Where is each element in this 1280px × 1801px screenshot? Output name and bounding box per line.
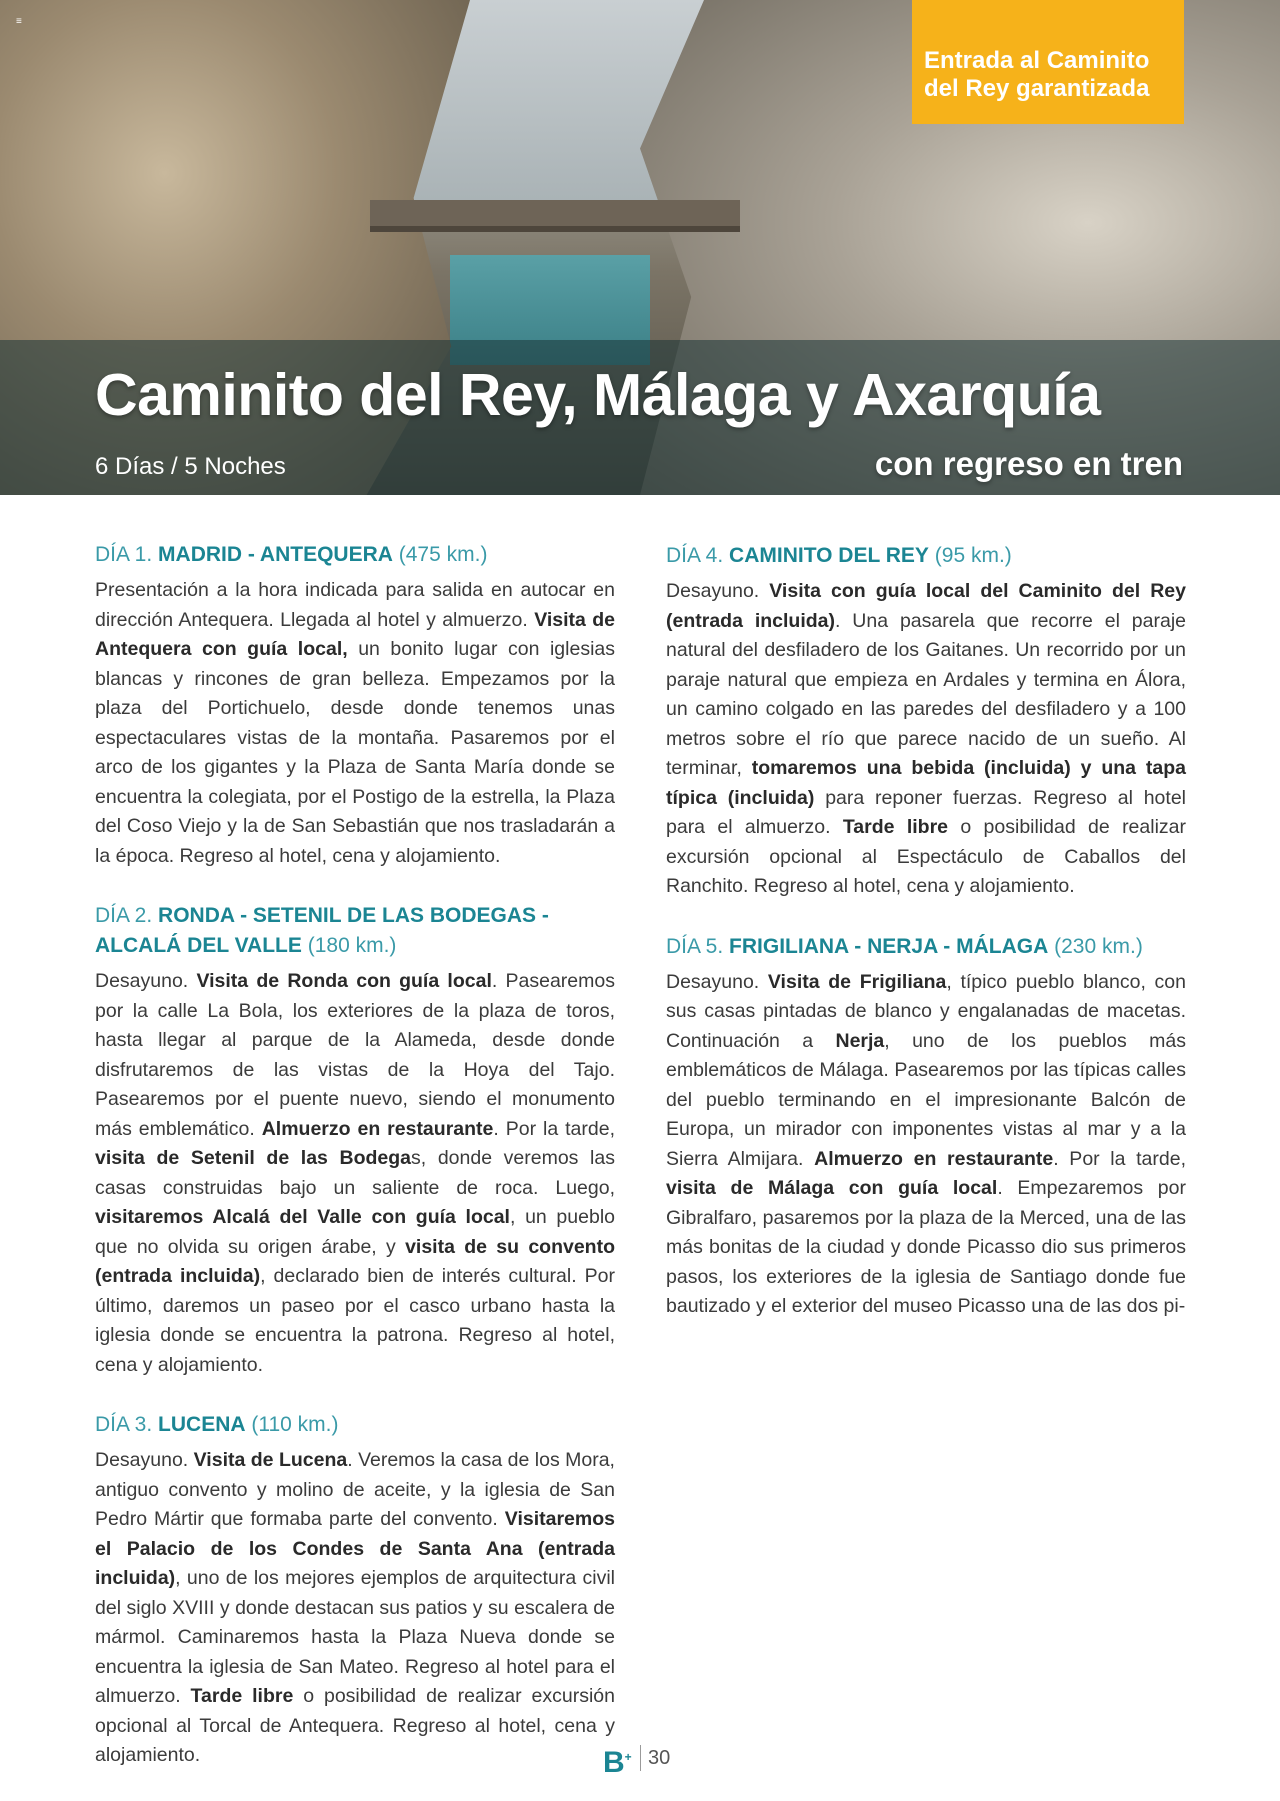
highlight-text: Visita con guía local del Caminito del Rey (entrada incluida) xyxy=(666,580,1186,632)
badge-text: Entrada al Caminito del Rey garantizada xyxy=(924,47,1150,102)
body-text: Desayuno. xyxy=(95,970,197,992)
body-text: . Una pasarela que recorre el paraje natural del desfiladero de los Gaitanes. Un recorrido por un paraje natural que empieza en Ardales y termina en Álora, un camino colgado en las paredes del desfiladero y a 100 metros sobre el río que parece nacido de un sueño. Al terminar, xyxy=(666,609,1186,779)
day-distance: (95 km.) xyxy=(928,544,1012,567)
page-title: Caminito del Rey, Málaga y Axarquía xyxy=(95,362,1101,428)
body-text: para reponer fuerzas. Regreso al hotel para el almuerzo. xyxy=(666,786,1187,838)
day-label: DÍA 3. xyxy=(95,1413,159,1436)
body-text: Presentación a la hora indicada para salida en autocar en dirección Antequera. Llegada al hotel y almuerzo. xyxy=(95,579,615,631)
day-route: CAMINITO DEL REY xyxy=(729,544,929,567)
day-distance: (180 km.) xyxy=(301,934,397,957)
body-text: Desayuno. xyxy=(95,1449,194,1471)
day-label: DÍA 5. xyxy=(666,934,730,958)
highlight-text: visita de Málaga con guía local xyxy=(666,1177,998,1199)
highlight-text: Visita de Lucena xyxy=(193,1449,348,1471)
page-subtitle: con regreso en tren xyxy=(874,445,1183,482)
body-text: , uno de los pueblos más emblemáticos de Málaga. Pasearemos por las típicas calles del pueblo terminando en el impresionante Balcón de Europa, un mirador con imponentes vistas al mar y a la Sierra Almijara. xyxy=(666,1029,1186,1170)
body-text: . Por la tarde, xyxy=(493,1117,616,1140)
day-route: RONDA - SETENIL DE LAS BODEGAS - ALCALÁ DEL VALLE xyxy=(95,904,549,957)
brand-logo-letter: B xyxy=(603,1746,625,1779)
day-route: MADRID - ANTEQUERA xyxy=(158,543,393,566)
menu-icon: ≡ xyxy=(16,16,22,27)
day-distance: (110 km.) xyxy=(245,1413,339,1436)
body-text: s, donde veremos las casas construidas bajo un saliente de roca. Luego, xyxy=(95,1147,615,1199)
day-route: LUCENA xyxy=(158,1413,246,1436)
day-heading xyxy=(95,540,615,570)
day-section xyxy=(95,1410,615,1771)
hero-bridge xyxy=(370,200,740,226)
brand-logo xyxy=(603,1740,632,1780)
day-description xyxy=(95,1446,615,1771)
day-description xyxy=(95,967,615,1380)
itinerary-column-left xyxy=(95,540,615,1801)
highlight-text: Tarde libre xyxy=(190,1685,294,1707)
day-heading xyxy=(95,901,615,961)
day-heading xyxy=(666,541,1186,571)
highlight-text: Visitaremos el Palacio de los Condes de Santa Ana (entrada incluida) xyxy=(95,1508,615,1589)
day-label: DÍA 4. xyxy=(666,544,730,567)
body-text: Desayuno. xyxy=(666,580,770,602)
day-section xyxy=(666,932,1186,1322)
day-description xyxy=(666,577,1186,902)
highlight-text: visita de Setenil de las Bodega xyxy=(95,1147,412,1169)
day-label: DÍA 1. xyxy=(95,543,159,566)
body-text: . Empezaremos por Gibralfaro, pasaremos por la plaza de la Merced, una de las más bonitas de la ciudad y donde Picasso dio sus primeros pasos, los exteriores de la iglesia de Santiago donde fue bautizado y el exterior del museo Picasso una de las dos pi- xyxy=(666,1177,1186,1317)
highlight-text: Visita de Ronda con guía local xyxy=(196,970,492,992)
day-distance: (230 km.) xyxy=(1048,934,1143,958)
highlight-text: visitaremos Alcalá del Valle con guía local xyxy=(95,1206,510,1228)
trip-duration: 6 Días / 5 Noches xyxy=(95,453,286,480)
highlight-text: tomaremos una bebida (incluida) y una tapa típica (incluida) xyxy=(666,757,1186,809)
page-number: 30 xyxy=(648,1747,671,1769)
highlight-text: Tarde libre xyxy=(842,816,949,838)
body-text: . Pasearemos por la calle La Bola, los exteriores de la plaza de toros, hasta llegar al parque de la Alameda, desde donde disfrutaremos de las vistas de la Hoya del Tajo. Pasearemos por el puente nuevo, siendo el monumento más emblemático. xyxy=(95,970,615,1140)
guarantee-badge xyxy=(912,0,1184,124)
body-text: , declarado bien de interés cultural. Por último, daremos un paseo por el casco urbano hasta la iglesia donde se encuentra la patrona. Regreso al hotel, cena y alojamiento. xyxy=(95,1265,615,1376)
body-text: , típico pueblo blanco, con sus casas pintadas de blanco y engalanadas de macetas. Continuación a xyxy=(666,970,1186,1052)
day-section xyxy=(666,541,1186,902)
day-label: DÍA 2. xyxy=(95,904,159,927)
body-text: o posibilidad de realizar excursión opcional al Torcal de Antequera. Regreso al hotel, cena y alojamiento. xyxy=(95,1685,615,1766)
brand-logo-mark: + xyxy=(624,1750,632,1764)
day-heading xyxy=(666,932,1186,962)
day-section xyxy=(95,901,615,1380)
footer-divider xyxy=(640,1745,641,1771)
highlight-text: Visita de Frigiliana xyxy=(767,970,947,993)
highlight-text: visita de su convento (entrada incluida) xyxy=(95,1235,615,1287)
highlight-text: Nerja xyxy=(835,1029,885,1052)
day-description xyxy=(666,968,1186,1322)
highlight-text: Visita de Antequera con guía local, xyxy=(95,608,615,660)
day-distance: (475 km.) xyxy=(392,543,488,566)
body-text: o posibilidad de realizar excursión opcional al Espectáculo de Caballos del Ranchito. Regreso al hotel, cena y alojamiento. xyxy=(666,816,1187,897)
day-heading xyxy=(95,1410,615,1440)
day-description xyxy=(95,576,615,871)
body-text: Desayuno. xyxy=(666,970,768,993)
body-text: , uno de los mejores ejemplos de arquitectura civil del siglo XVIII y donde destacan sus patios y su escalera de mármol. Caminaremos hasta la Plaza Nueva donde se encuentra la iglesia de San Mateo. Regreso al hotel para el almuerzo. xyxy=(95,1567,615,1707)
body-text: , un pueblo que no olvida su origen árabe, y xyxy=(95,1206,615,1258)
highlight-text: Almuerzo en restaurante xyxy=(261,1117,494,1140)
body-text: . Veremos la casa de los Mora, antiguo convento y molino de aceite, y la iglesia de San Pedro Mártir que formaba parte del convento. xyxy=(95,1449,615,1530)
day-route: FRIGILIANA - NERJA - MÁLAGA xyxy=(729,934,1049,958)
body-text: un bonito lugar con iglesias blancas y rincones de gran belleza. Empezamos por la plaza del Portichuelo, desde donde tenemos unas espectaculares vistas de la montaña. Pasaremos por el arco de los gigantes y la Plaza de Santa María donde se encuentra la colegiata, por el Postigo de la estrella, la Plaza del Coso Viejo y la de San Sebastián que nos trasladarán a la época. Regreso al hotel, cena y alojamiento. xyxy=(95,638,615,867)
body-text: . Por la tarde, xyxy=(1053,1147,1187,1170)
highlight-text: Almuerzo en restaurante xyxy=(814,1147,1054,1170)
day-section xyxy=(95,540,615,871)
itinerary-column-right xyxy=(666,541,1186,1352)
